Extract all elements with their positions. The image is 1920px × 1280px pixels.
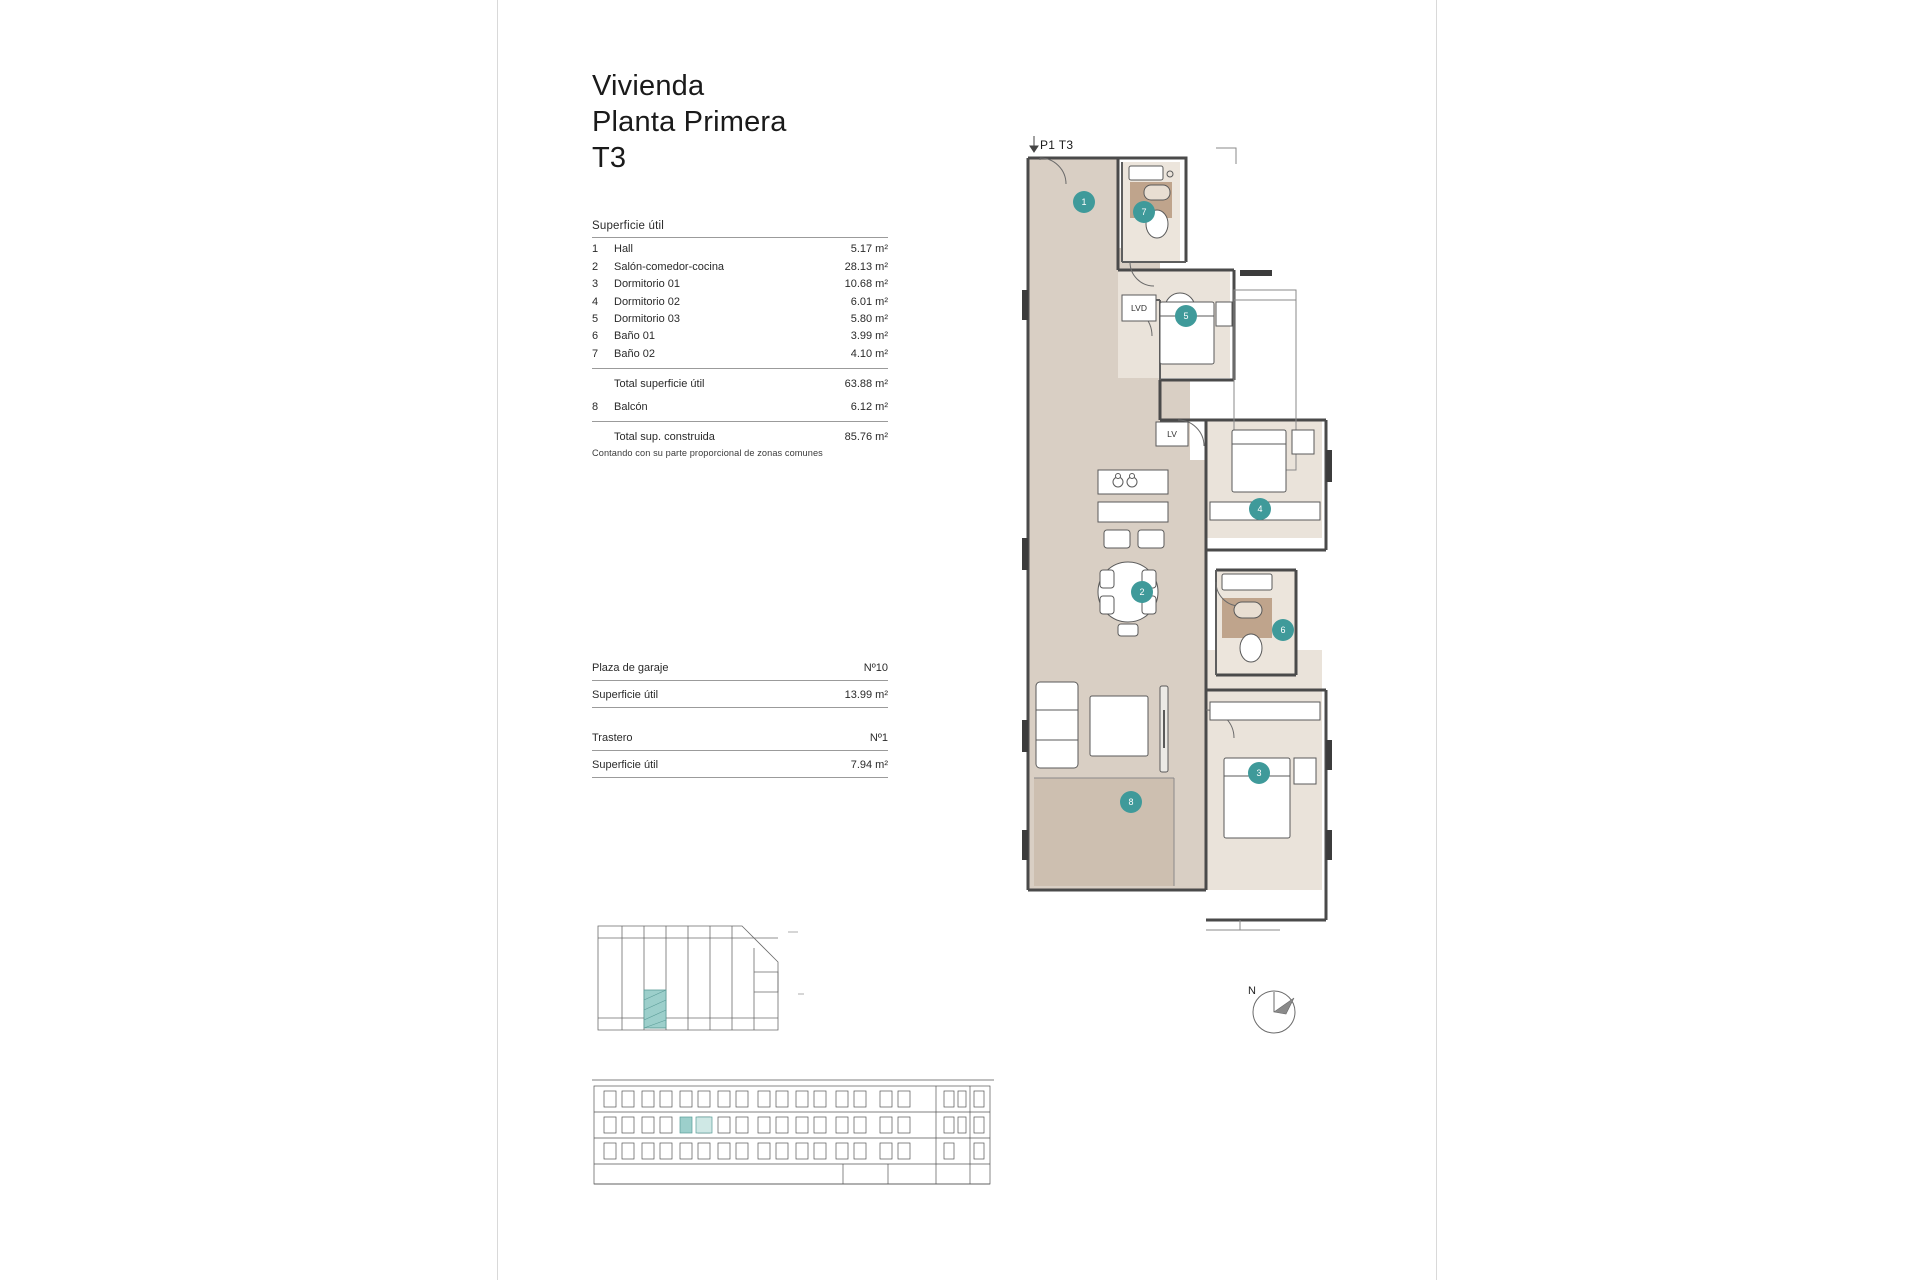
elevation-highlight (680, 1117, 712, 1133)
room-number: 6 (592, 330, 599, 343)
sheet-rule-left (497, 0, 498, 1280)
room-area: 4.10 m² (850, 347, 888, 360)
total-util-row (592, 369, 888, 390)
table-row (592, 390, 888, 413)
storage-row (592, 732, 888, 750)
room-marker (1175, 305, 1197, 327)
room-number: 7 (592, 347, 599, 360)
room-area: 6.12 m² (850, 400, 888, 413)
storage-area-row (592, 759, 888, 777)
svg-text:2: 2 (1139, 587, 1145, 597)
divider (592, 680, 888, 681)
room-number: 3 (592, 278, 599, 291)
svg-text:7: 7 (1141, 207, 1147, 217)
room-marker (1131, 581, 1153, 603)
room-number: 1 (592, 243, 599, 256)
garage-area-row (592, 689, 888, 707)
storage-label: Trastero (592, 732, 633, 744)
title-line-2: Planta Primera (592, 106, 787, 138)
svg-text:4: 4 (1257, 504, 1263, 514)
total-built-label: Total sup. construida (614, 430, 715, 443)
garage-area-label: Superficie útil (592, 689, 659, 701)
room-area: 5.17 m² (850, 243, 888, 256)
divider (592, 707, 888, 708)
room-area: 5.80 m² (850, 312, 888, 325)
divider (592, 777, 888, 778)
room-name: Dormitorio 02 (614, 295, 681, 308)
room-name: Dormitorio 03 (614, 312, 681, 325)
lv-label: LV (1167, 429, 1177, 439)
storage-area-value: 7.94 m² (850, 759, 888, 771)
total-util-label: Total superficie útil (614, 377, 705, 390)
svg-text:6: 6 (1280, 625, 1286, 635)
table-row (592, 255, 888, 272)
entry-arrow (1030, 136, 1038, 152)
page-title (592, 68, 932, 176)
total-util-value: 63.88 m² (844, 377, 888, 390)
north-arrow (1240, 980, 1320, 1040)
table-row (592, 308, 888, 325)
areas-table (592, 220, 888, 458)
floor-plan-drawing (1010, 130, 1350, 1050)
room-marker (1249, 498, 1271, 520)
room-name: Balcón (614, 400, 648, 413)
room-marker (1073, 191, 1095, 213)
lvd-label: LVD (1131, 303, 1147, 313)
table-row (592, 325, 888, 342)
total-built-value: 85.76 m² (844, 430, 888, 443)
title-line-3: T3 (592, 142, 627, 174)
total-built-row (592, 422, 888, 443)
room-area: 6.01 m² (850, 295, 888, 308)
extras-table (592, 662, 888, 786)
north-label: N (1248, 985, 1256, 997)
svg-text:5: 5 (1183, 311, 1189, 321)
room-number: 2 (592, 260, 599, 273)
room-name: Dormitorio 01 (614, 278, 681, 291)
storage-area-label: Superficie útil (592, 759, 659, 771)
room-name: Baño 02 (614, 347, 655, 360)
table-row (592, 273, 888, 290)
room-area: 3.99 m² (850, 330, 888, 343)
room-number: 8 (592, 400, 599, 413)
storage-value: Nº1 (869, 732, 888, 744)
key-plan-diagram (592, 918, 832, 1038)
garage-value: Nº10 (863, 662, 888, 674)
room-number: 4 (592, 295, 599, 308)
svg-text:3: 3 (1256, 768, 1262, 778)
room-marker (1272, 619, 1294, 641)
room-area: 10.68 m² (844, 278, 888, 291)
elevation-diagram (588, 1076, 998, 1196)
room-marker (1133, 201, 1155, 223)
title-line-1: Vivienda (592, 70, 705, 102)
entry-label: P1 T3 (1040, 138, 1074, 152)
table-row (592, 238, 888, 255)
divider (592, 750, 888, 751)
common-areas-note: Contando con su parte proporcional de zonas comunes (592, 447, 823, 458)
svg-text:1: 1 (1081, 197, 1087, 207)
table-row (592, 342, 888, 359)
room-name: Salón-comedor-cocina (614, 260, 725, 273)
garage-area-value: 13.99 m² (844, 689, 888, 701)
spacer (592, 716, 888, 732)
room-name: Hall (614, 243, 633, 256)
sheet-rule-right (1436, 0, 1437, 1280)
room-marker (1120, 791, 1142, 813)
garage-label: Plaza de garaje (592, 662, 669, 674)
garage-row (592, 662, 888, 680)
room-area: 28.13 m² (844, 260, 888, 273)
svg-text:8: 8 (1128, 797, 1134, 807)
room-number: 5 (592, 312, 599, 325)
room-marker (1248, 762, 1270, 784)
table-row (592, 290, 888, 307)
areas-heading: Superficie útil (592, 220, 888, 238)
room-name: Baño 01 (614, 330, 655, 343)
key-plan-highlight (644, 990, 666, 1028)
